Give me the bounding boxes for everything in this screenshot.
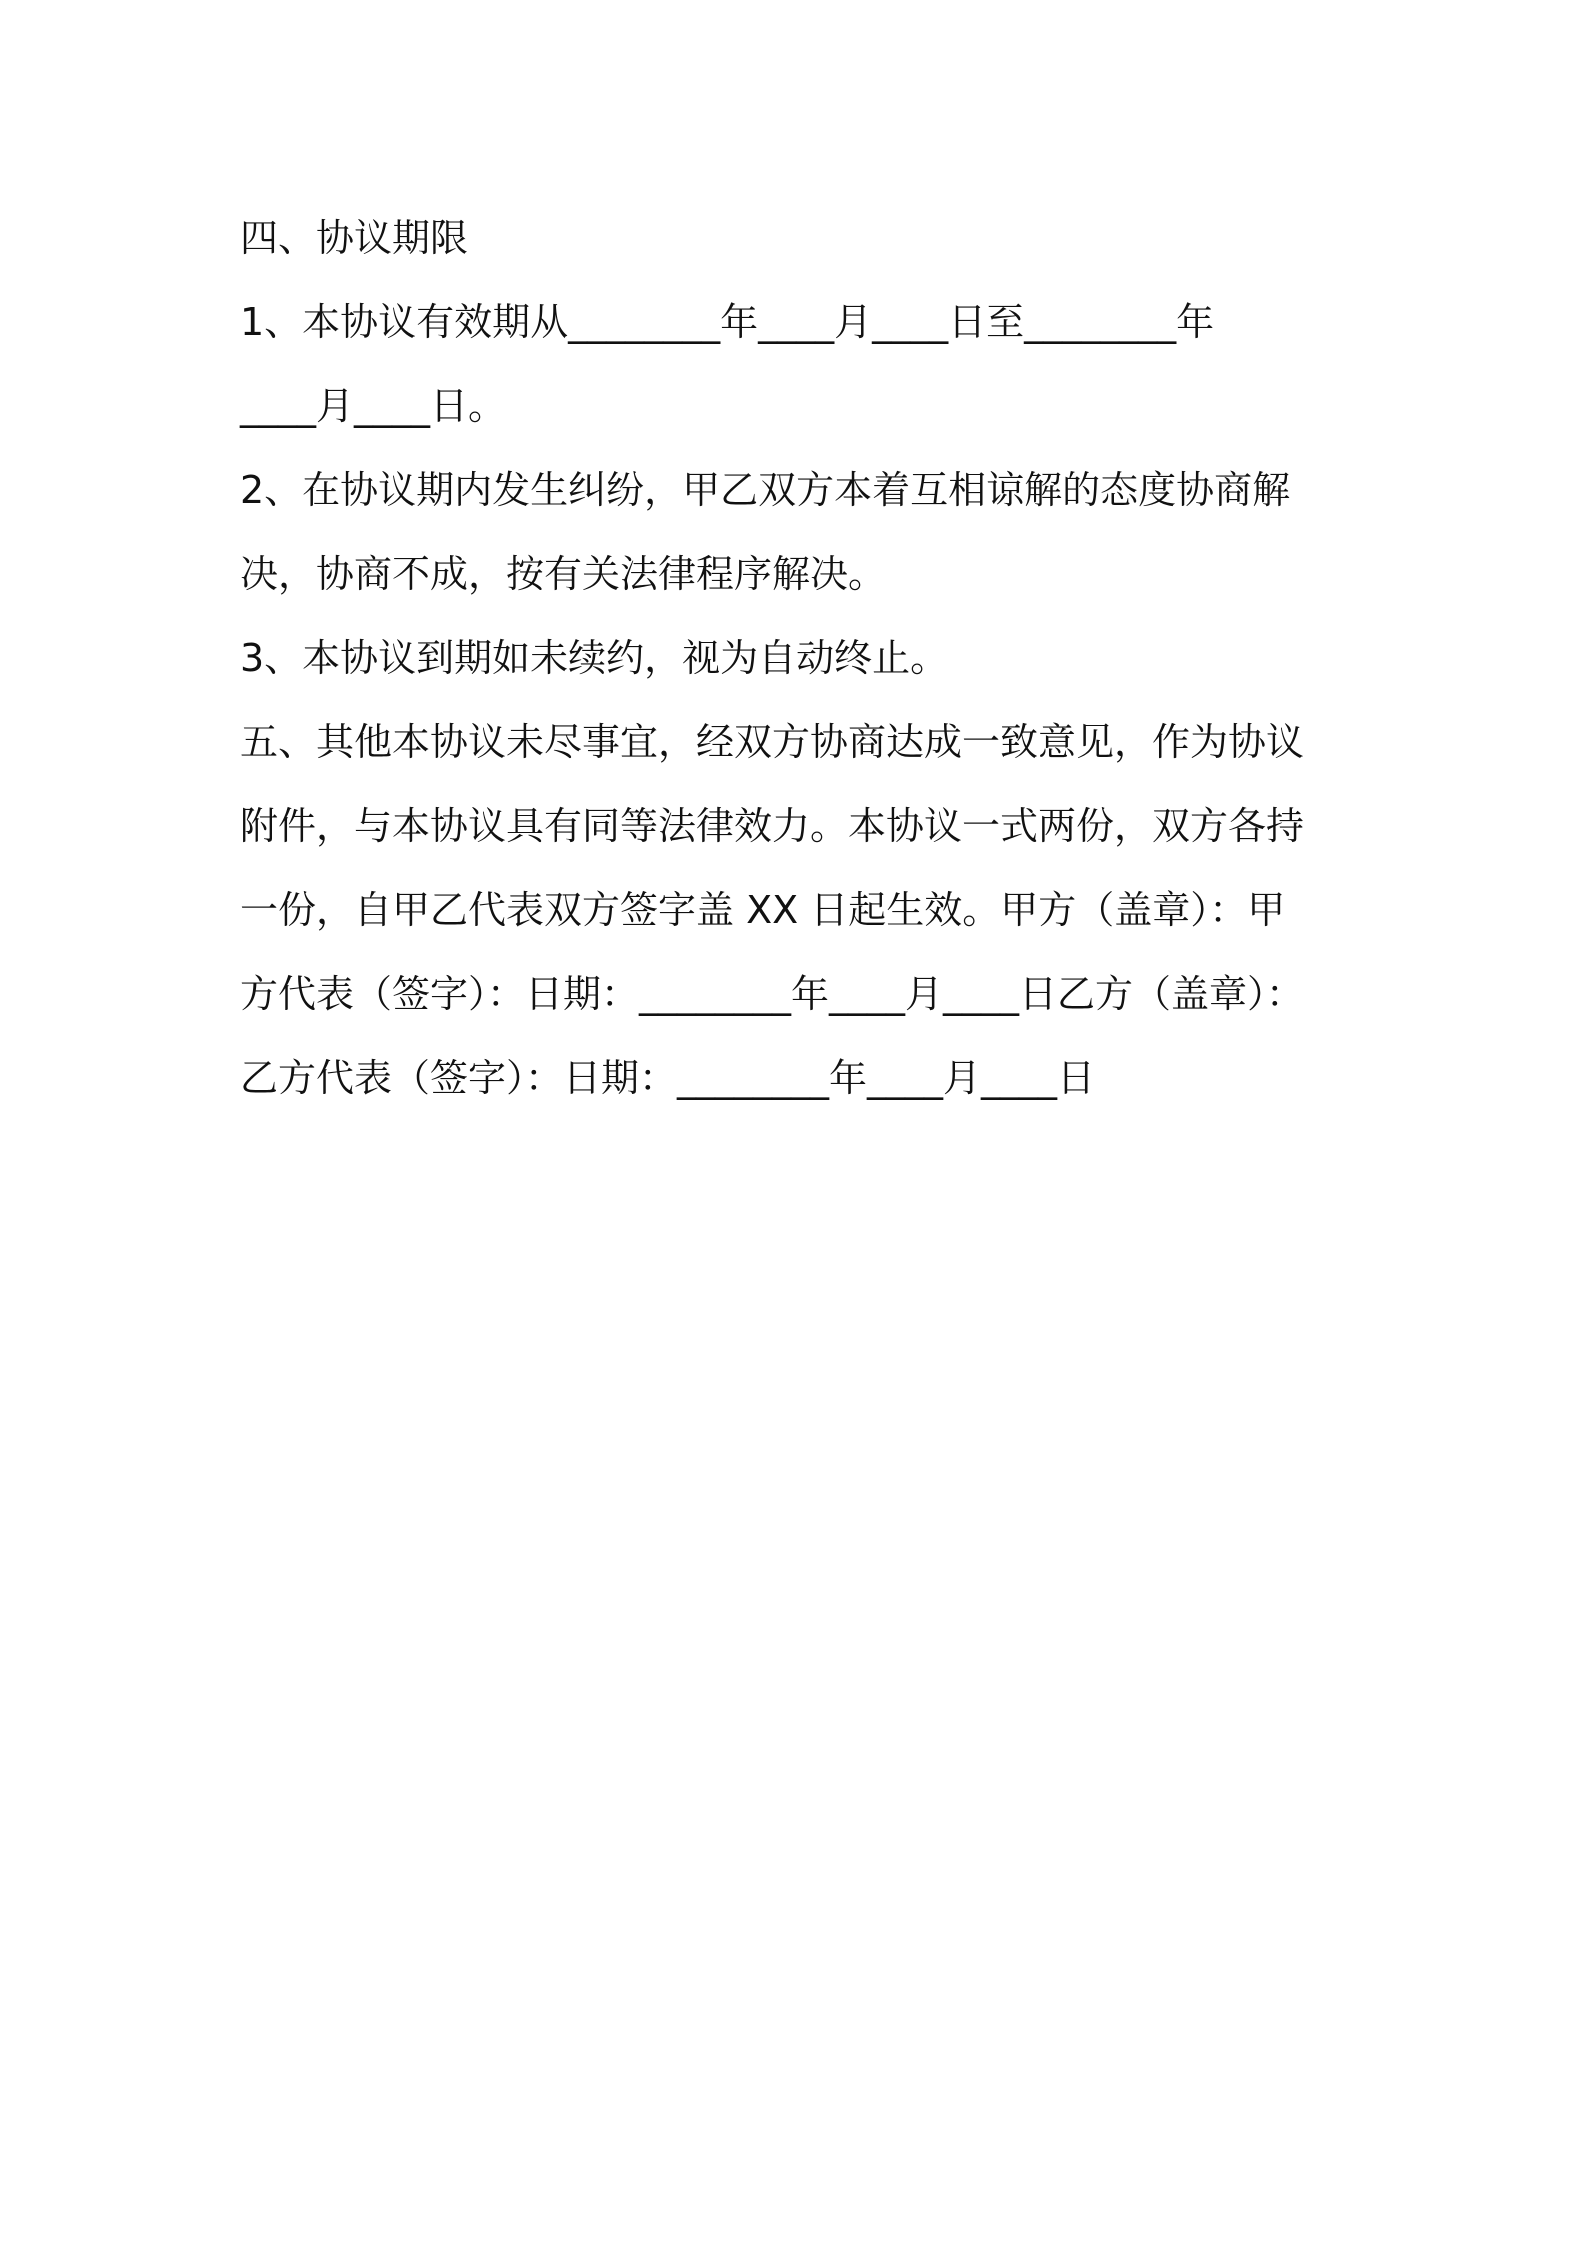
section-5-line-1: 五、其他本协议未尽事宜，经双方协商达成一致意见，作为协议 [240, 720, 1305, 764]
section-5-line-2: 附件，与本协议具有同等法律效力。本协议一式两份，双方各持 [240, 804, 1305, 848]
clause-1-line-2: ____月____日。 [240, 384, 507, 428]
section-5-line-3: 一份，自甲乙代表双方签字盖 XX 日起生效。甲方（盖章）：甲 [240, 888, 1286, 932]
section-5-line-4: 方代表（签字）：日期：________年____月____日乙方（盖章）： [240, 972, 1305, 1016]
clause-2-line-2: 决，协商不成，按有关法律程序解决。 [240, 552, 887, 596]
document-body [240, 196, 1360, 1120]
clause-3: 3、本协议到期如未续约，视为自动终止。 [240, 636, 949, 680]
clause-2-line-1: 2、在协议期内发生纠纷，甲乙双方本着互相谅解的态度协商解 [240, 468, 1291, 512]
clause-1-line-1: 1、本协议有效期从________年____月____日至________年 [240, 300, 1215, 344]
section-heading-term: 四、协议期限 [240, 216, 469, 260]
signature-line: 乙方代表（签字）：日期：________年____月____日 [240, 1056, 1096, 1100]
